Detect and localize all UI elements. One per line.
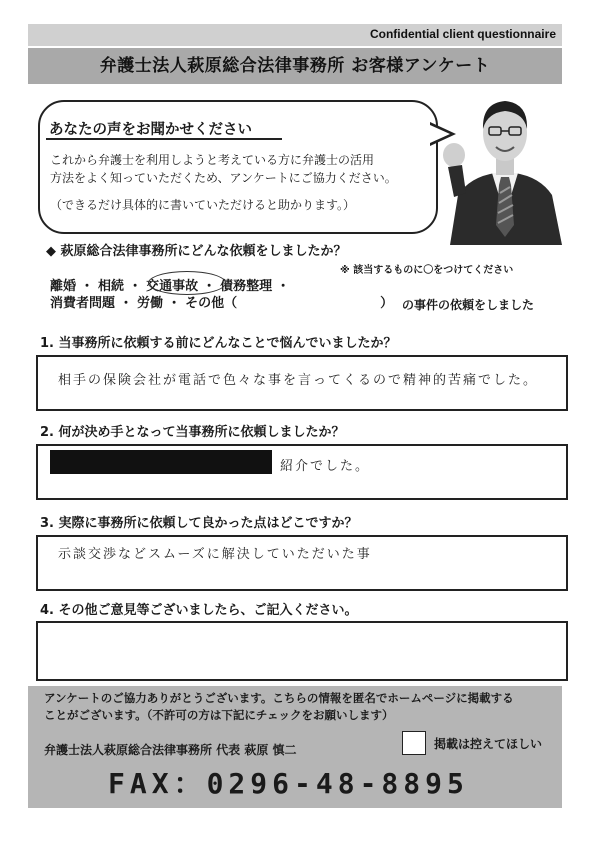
request-categories-suffix: の事件の依頼をしました — [402, 298, 535, 312]
request-categories-line1: 離婚 ・ 相続 ・ 交通事故 ・ 債務整理 ・ — [50, 279, 290, 294]
confidential-tag — [28, 24, 562, 46]
bubble-title: あなたの声をお聞かせください — [49, 122, 252, 138]
request-question: ◆ 萩原総合法律事務所にどんな依頼をしましたか？ — [46, 244, 347, 259]
question3-answer: 示談交渉などスムーズに解決していただいた事 — [58, 547, 372, 562]
fax-number: FAX：0296-48-8895 — [108, 767, 469, 800]
bubble-title-underline — [46, 138, 282, 140]
confidential-tag-text: Confidential client questionnaire — [369, 27, 556, 41]
question3-label: 3. 実際に事務所に依頼して良かった点はどこですか？ — [40, 516, 358, 531]
request-categories-line2: 消費者問題 ・ 労働 ・ その他（ ） — [50, 296, 394, 311]
footer-thanks-line2: ことがございます。（不許可の方は下記にチェックをお願いします） — [44, 708, 394, 722]
request-question-note: ※ 該当するものに〇をつけてください — [340, 265, 514, 276]
bubble-body-line1: これから弁護士を利用しようと考えている方に弁護士の活用 — [50, 153, 375, 167]
question1-answer: 相手の保険会社が電話で色々な事を言ってくるので精神的苦痛でした。 — [58, 373, 539, 388]
lawyer-portrait-icon — [440, 85, 570, 245]
question4-answer-box[interactable] — [36, 621, 568, 681]
selected-category-circle — [148, 271, 226, 295]
bubble-note: （できるだけ具体的に書いていただけると助かります。） — [50, 198, 356, 212]
question2-label: 2. 何が決め手となって当事務所に依頼しましたか？ — [40, 425, 345, 440]
footer-firm-name: 弁護士法人萩原総合法律事務所 代表 萩原 慎二 — [44, 743, 297, 757]
page-title: 弁護士法人萩原総合法律事務所 お客様アンケート — [99, 56, 491, 76]
no-publish-checkbox[interactable] — [402, 731, 426, 755]
title-bar — [28, 48, 562, 84]
question1-label: 1. 当事務所に依頼する前にどんなことで悩んでいましたか？ — [40, 336, 397, 351]
question2-answer: 紹介でした。 — [280, 459, 371, 474]
footer-thanks-line1: アンケートのご協力ありがとうございます。こちらの情報を匿名でホームページに掲載する — [44, 691, 514, 705]
question4-label: 4. その他ご意見等ございましたら、ご記入ください。 — [40, 603, 358, 618]
redaction-bar — [50, 450, 272, 474]
bubble-body-line2: 方法をよく知っていただくため、アンケートにご協力ください。 — [50, 171, 397, 185]
no-publish-label: 掲載は控えてほしい — [434, 737, 543, 751]
